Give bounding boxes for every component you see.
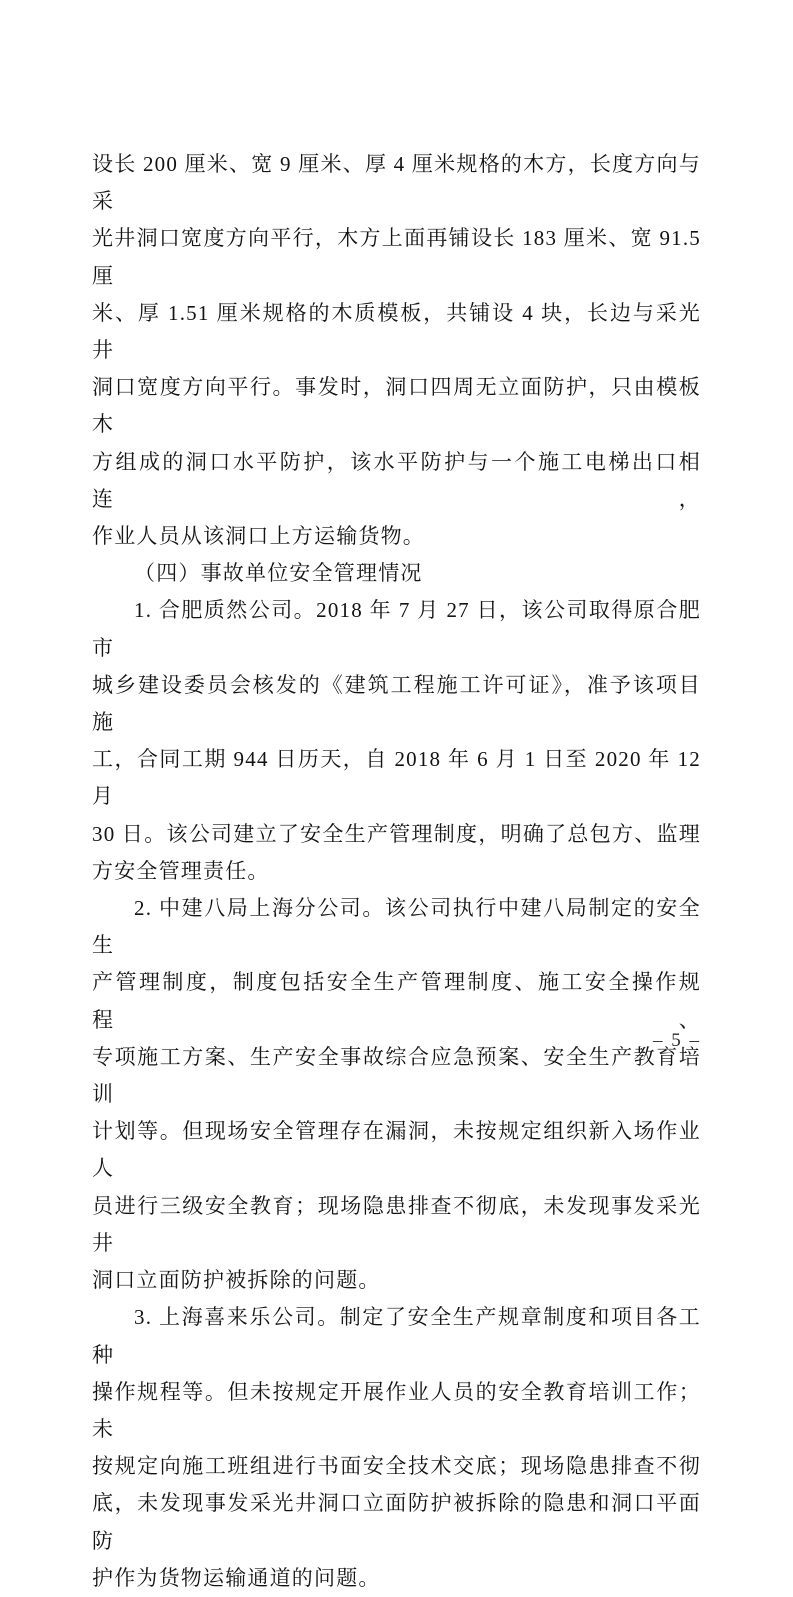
text-line: 按规定向施工班组进行书面安全技术交底；现场隐患排查不彻	[92, 1454, 701, 1479]
text-line: 方安全管理责任。	[92, 858, 270, 883]
section-heading: （四）事故单位安全管理情况	[134, 561, 423, 586]
text-line: 操作规程等。但未按规定开展作业人员的安全教育培训工作；未	[92, 1379, 701, 1441]
text-line: 3. 上海喜来乐公司。制定了安全生产规章制度和项目各工种	[92, 1305, 701, 1367]
text-line: 专项施工方案、生产安全事故综合应急预案、安全生产教育培训	[92, 1044, 701, 1107]
text-line: 计划等。但现场安全管理存在漏洞，未按规定组织新入场作业人	[92, 1119, 701, 1181]
document-body	[92, 146, 701, 1597]
text-line: 护作为货物运输通道的问题。	[92, 1565, 381, 1590]
text-line: 产管理制度，制度包括安全生产管理制度、施工安全操作规程、	[92, 970, 701, 1032]
text-line: 米、厚 1.51 厘米规格的木质模板，共铺设 4 块，长边与采光井	[92, 300, 701, 363]
text-line: 方组成的洞口水平防护，该水平防护与一个施工电梯出口相连，	[92, 449, 701, 511]
text-line: 城乡建设委员会核发的《建筑工程施工许可证》，准予该项目施	[92, 672, 701, 735]
text-line: 作业人员从该洞口上方运输货物。	[92, 524, 425, 549]
text-line: 1. 合肥质然公司。2018 年 7 月 27 日，该公司取得原合肥市	[92, 598, 701, 660]
text-line: 2. 中建八局上海分公司。该公司执行中建八局制定的安全生	[92, 896, 701, 958]
text-line: 光井洞口宽度方向平行，木方上面再铺设长 183 厘米、宽 91.5 厘	[92, 226, 701, 288]
text-line: 洞口立面防护被拆除的问题。	[92, 1268, 381, 1293]
text-line: 洞口宽度方向平行。事发时，洞口四周无立面防护，只由模板木	[92, 375, 701, 437]
text-line: 工，合同工期 944 日历天，自 2018 年 6 月 1 日至 2020 年 12 月	[92, 747, 701, 809]
page-number: – 5 –	[653, 1030, 701, 1051]
text-line: 30 日。该公司建立了安全生产管理制度，明确了总包方、监理	[92, 821, 701, 846]
text-line: 设长 200 厘米、宽 9 厘米、厚 4 厘米规格的木方，长度方向与采	[92, 152, 701, 214]
text-line: 底，未发现事发采光井洞口立面防护被拆除的隐患和洞口平面防	[92, 1491, 701, 1553]
text-line: 员进行三级安全教育；现场隐患排查不彻底，未发现事发采光井	[92, 1193, 701, 1255]
